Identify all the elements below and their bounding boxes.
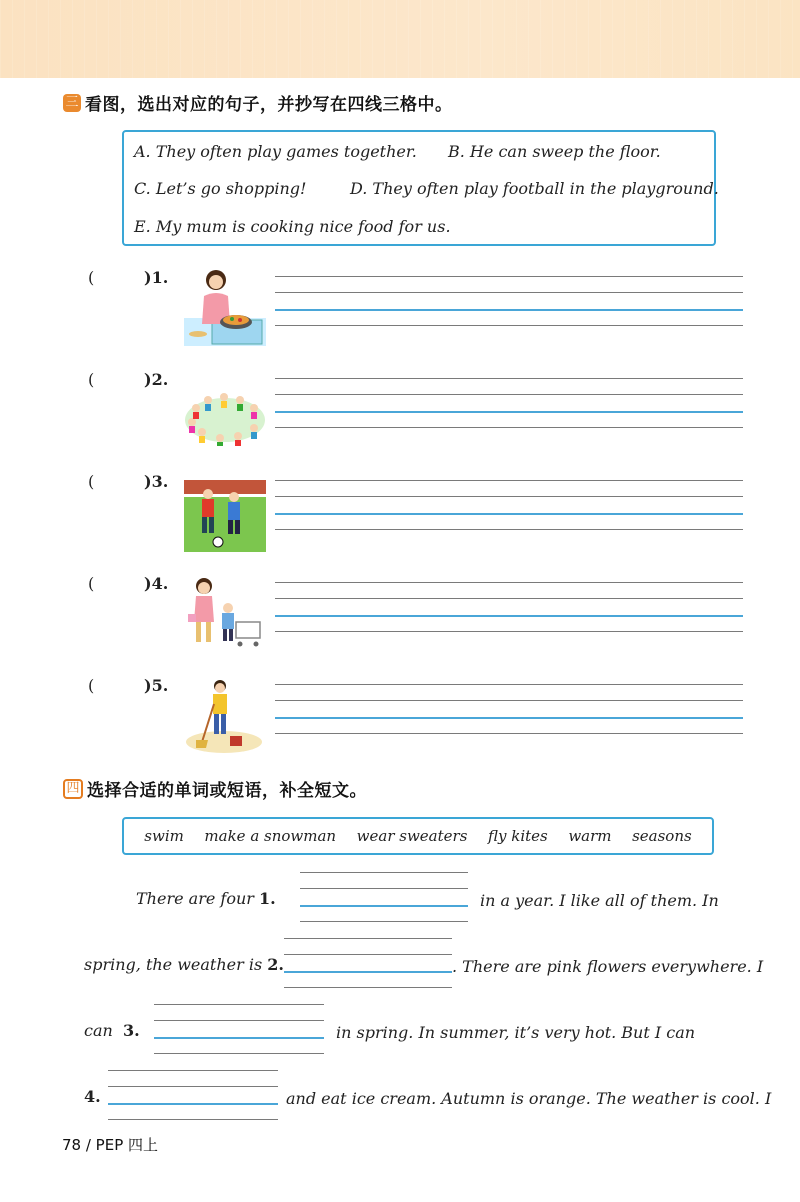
question-close-paren: )3.: [144, 472, 169, 491]
word-bank-box: [122, 817, 714, 855]
passage-line-4-end: and eat ice cream. Autumn is orange. The weather is cool. I: [286, 1089, 772, 1108]
boy-sweeping-floor-illustration: [184, 676, 266, 756]
word-make-a-snowman: make a snowman: [204, 827, 337, 845]
question-close-paren: )1.: [144, 268, 169, 287]
option-a: A. They often play games together.: [134, 142, 417, 161]
top-decorative-band: [0, 0, 800, 78]
passage-line-1-start: There are four 1.: [136, 889, 276, 908]
option-d: D. They often play football in the playground.: [350, 179, 719, 198]
four-line-writing-grid[interactable]: [275, 378, 743, 428]
four-line-writing-grid[interactable]: [275, 582, 743, 632]
sentence-options-box: [122, 130, 719, 246]
section-3-title: 看图，选出对应的句子，并抄写在四线三格中。: [85, 95, 453, 115]
option-e: E. My mum is cooking nice food for us.: [134, 217, 451, 236]
option-b: B. He can sweep the floor.: [448, 142, 661, 161]
four-line-writing-grid[interactable]: [275, 684, 743, 734]
four-line-writing-grid[interactable]: [275, 480, 743, 530]
passage-line-3-start: can 3.: [84, 1021, 140, 1040]
mother-and-child-shopping-illustration: [184, 572, 266, 652]
answer-paren-open: (: [88, 676, 95, 695]
blank-4-writing-lines[interactable]: [108, 1070, 278, 1120]
blank-2-writing-lines[interactable]: [284, 938, 452, 988]
answer-paren-open: (: [88, 268, 95, 287]
boys-playing-football-illustration: [184, 476, 266, 556]
blank-1-writing-lines[interactable]: [300, 872, 468, 922]
section-4-number: 四: [63, 779, 83, 799]
word-warm: warm: [568, 827, 612, 845]
option-c: C. Let’s go shopping!: [134, 179, 307, 198]
children-playing-games-illustration: [184, 376, 266, 456]
page-footer: 78 / PEP 四上: [62, 1136, 159, 1154]
answer-paren-open: (: [88, 472, 95, 491]
question-5-row: [0, 674, 800, 764]
question-3-row: [0, 470, 800, 560]
word-seasons: seasons: [632, 827, 692, 845]
word-swim: swim: [144, 827, 184, 845]
question-4-row: [0, 572, 800, 662]
blank-3-writing-lines[interactable]: [154, 1004, 324, 1054]
passage-line-1-end: in a year. I like all of them. In: [480, 891, 719, 910]
word-fly-kites: fly kites: [487, 827, 548, 845]
passage-line-2-start: spring, the weather is 2.: [84, 955, 284, 974]
question-close-paren: )5.: [144, 676, 169, 695]
question-2-row: [0, 368, 800, 458]
passage-line-3-end: in spring. In summer, it’s very hot. But I can: [336, 1023, 696, 1042]
question-1-row: [0, 266, 800, 356]
mother-cooking-illustration: [184, 266, 266, 346]
answer-paren-open: (: [88, 574, 95, 593]
question-close-paren: )2.: [144, 370, 169, 389]
passage-line-4-start: 4.: [84, 1087, 101, 1106]
question-close-paren: )4.: [144, 574, 169, 593]
section-3-number: 三: [63, 94, 81, 112]
passage-line-2-end: . There are pink flowers everywhere. I: [452, 957, 764, 976]
answer-paren-open: (: [88, 370, 95, 389]
section-4-heading: [63, 776, 367, 801]
section-4-title: 选择合适的单词或短语，补全短文。: [87, 781, 367, 801]
section-3-heading: [63, 90, 453, 115]
word-wear-sweaters: wear sweaters: [356, 827, 468, 845]
four-line-writing-grid[interactable]: [275, 276, 743, 326]
